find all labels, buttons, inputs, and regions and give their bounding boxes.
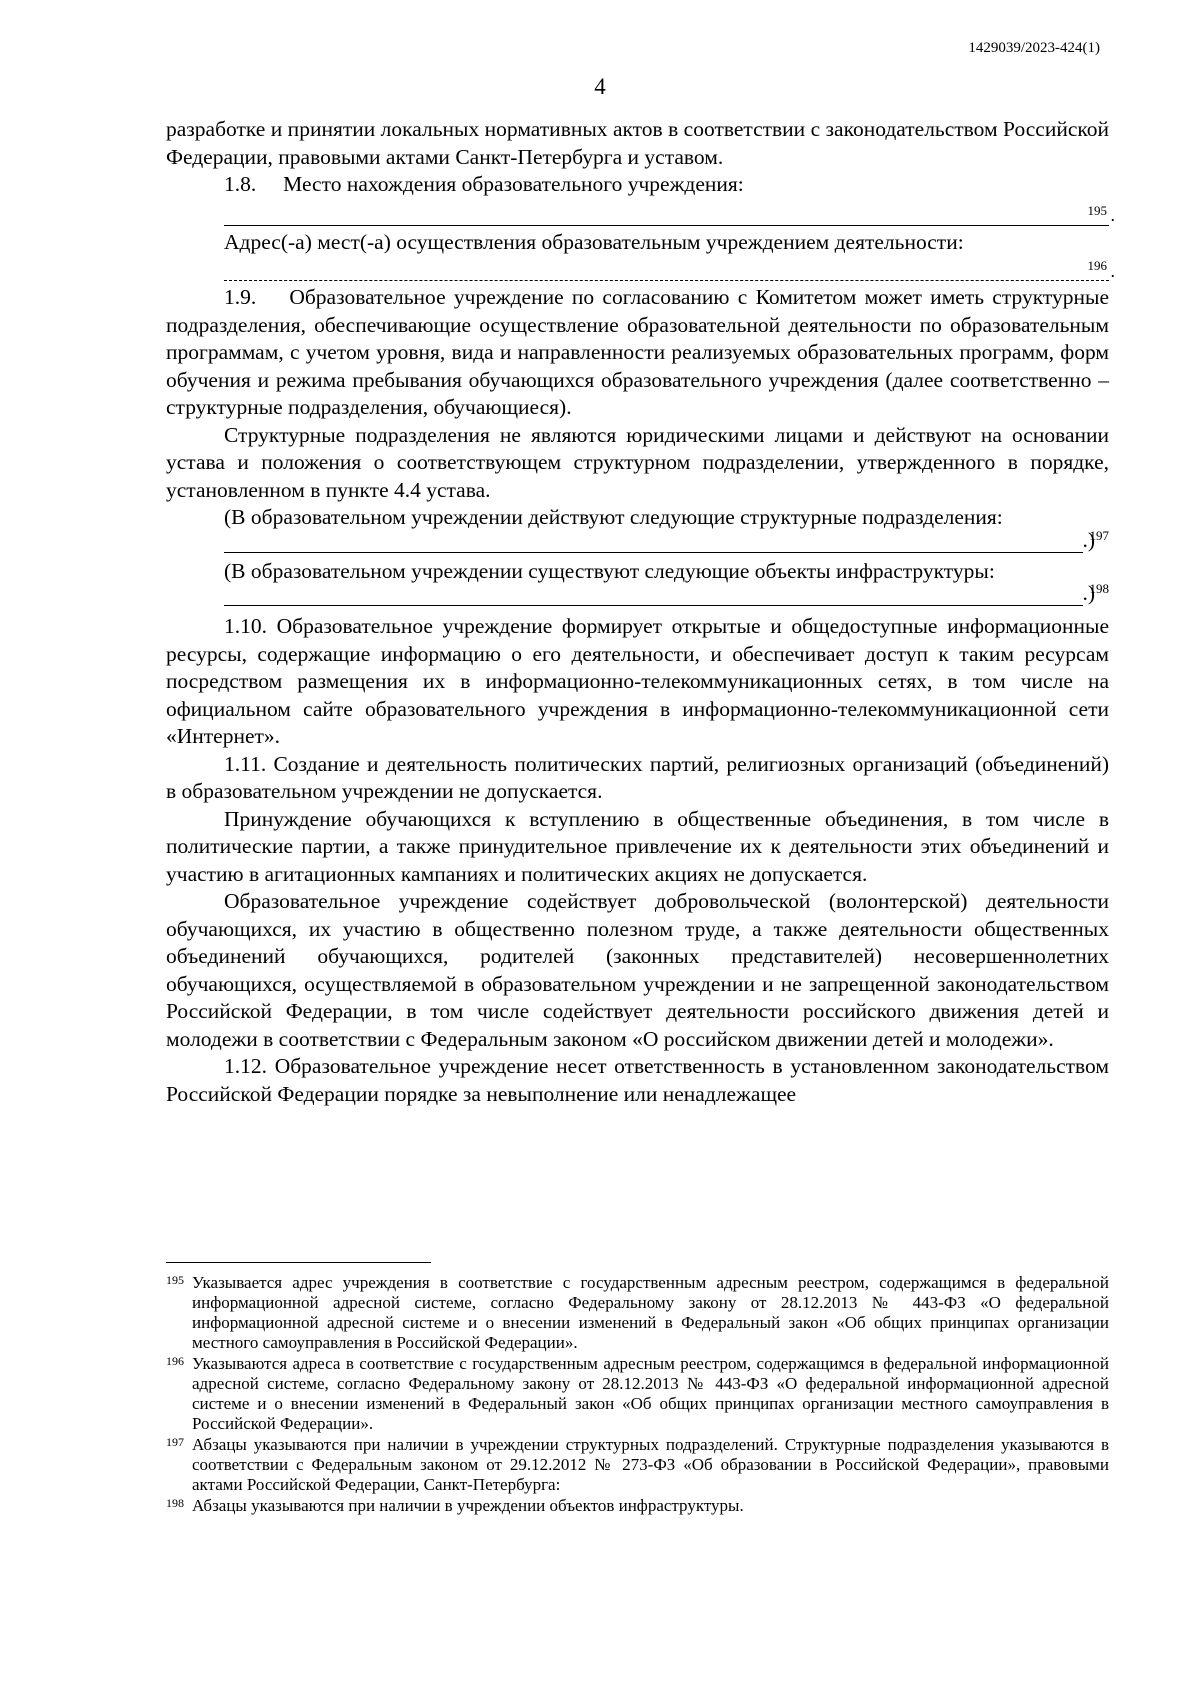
- document-id: 1429039/2023-424(1): [968, 40, 1100, 56]
- paragraph-1-9-subdivisions: (В образовательном учреждении действуют следующие структурные подразделения:: [224, 505, 1003, 529]
- footnote-ref-197: 197: [1089, 527, 1109, 543]
- paragraph-1-10: 1.10. Образовательное учреждение формирует открытые и общедоступные информационные ресурсы, содержащие информацию о его деятельности, и обеспечивает доступ к таким ресурсам посредством размещения их в информационно-телекоммуникационных сетях, в том числе на официальном сайте образовательного учреждения в информационно-телекоммуникационной сети «Интернет».: [166, 614, 1109, 748]
- footnote-198: [166, 1496, 1109, 1516]
- footnote-197: [166, 1435, 1109, 1495]
- footnote-number: 197: [166, 1435, 184, 1449]
- blank-line-198-row: [166, 581, 1109, 613]
- footnote-number: 195: [166, 1273, 184, 1287]
- blank-line-195-row: [166, 199, 1115, 229]
- blank-line-196-row: [166, 256, 1115, 284]
- blank-infrastructure-line: [224, 585, 1083, 606]
- footnote-number: 198: [166, 1496, 184, 1510]
- blank-line-197-row: [166, 527, 1109, 558]
- blank-address-line: .: [224, 203, 1109, 226]
- closing-paren-197: .): [1082, 527, 1095, 552]
- paragraph-1-8-address: Адрес(-а) мест(-а) осуществления образовательным учреждением деятельности:: [224, 229, 964, 254]
- document-body: [166, 116, 1115, 1108]
- paragraph-1-11-coercion: Принуждение обучающихся к вступлению в общественные объединения, в том числе в политические партии, а также принудительное привлечение их к деятельности этих объединений и участию в агитационных кампаниях и политических акциях не допускается.: [166, 806, 1109, 886]
- paragraph-1-8: 1.8. Место нахождения образовательного учреждения:: [224, 172, 744, 196]
- page-number: 4: [594, 74, 606, 99]
- blank-activity-address-line: .: [224, 258, 1109, 281]
- footnote-195: [166, 1273, 1109, 1353]
- paragraph-1-9-infrastructure: (В образовательном учреждении существуют следующие объекты инфраструктуры:: [224, 558, 995, 583]
- blank-subdivisions-line: [224, 532, 1083, 553]
- paragraph-1-11: 1.11. Создание и деятельность политических партий, религиозных организаций (объединений) в образовательном учреждении не допускается.: [166, 751, 1109, 803]
- footnote-number: 196: [166, 1354, 184, 1368]
- footnote-text: Абзацы указываются при наличии в учреждении объектов инфраструктуры.: [192, 1496, 744, 1515]
- paragraph-continuation: разработке и принятии локальных нормативных актов в соответствии с законодательством Российской Федерации, правовыми актами Санкт-Петербурга и уставом.: [166, 117, 1109, 169]
- footnote-ref-196: 196: [1087, 258, 1107, 273]
- footnote-text: Указывается адрес учреждения в соответствие с государственным адресным реестром, содержащимся в федеральной информационной адресной системе, согласно Федеральному закону от 28.12.2013 № 443-ФЗ «О федеральной информационной адресной системе и о внесении изменений в Федеральный закон «Об общих принципах организации местного самоуправления в Российской Федерации».: [192, 1273, 1109, 1352]
- footnote-ref-198: 198: [1089, 581, 1109, 596]
- paragraph-1-12: 1.12. Образовательное учреждение несет ответственность в установленном законодательством Российской Федерации порядке за невыполнение или ненадлежащее: [166, 1054, 1109, 1106]
- closing-paren-198: .): [1082, 581, 1095, 605]
- paragraph-1-9-structural: Структурные подразделения не являются юридическими лицами и действуют на основании устава и положения о соответствующем структурном подразделении, утвержденного в порядке, установленном в пункте 4.4 устава.: [166, 422, 1109, 502]
- footnote-text: Абзацы указываются при наличии в учреждении структурных подразделений. Структурные подразделения указываются в соответствии с Федеральным законом от 29.12.2012 № 273-ФЗ «Об образовании в Российской Федерации», правовыми актами Российской Федерации, Санкт-Петербурга:: [192, 1435, 1109, 1494]
- footnote-196: [166, 1354, 1109, 1434]
- footnotes: [166, 1262, 1109, 1517]
- paragraph-1-11-volunteer: Образовательное учреждение содействует добровольческой (волонтерской) деятельности обучающихся, их участию в общественно полезном труде, а также деятельности общественных объединений обучающихся, родителей (законных представителей) несовершеннолетних обучающихся, осуществляемой в образовательном учреждении и не запрещенной законодательством Российской Федерации, в том числе содействует деятельности российского движения детей и молодежи в соответствии с Федеральным законом «О российском движении детей и молодежи».: [166, 889, 1109, 1051]
- footnote-separator: [166, 1262, 431, 1263]
- paragraph-1-9: 1.9. Образовательное учреждение по согласованию с Комитетом может иметь структурные подразделения, обеспечивающие осуществление образовательной деятельности по образовательным программам, с учетом уровня, вида и направленности реализуемых образовательных программ, форм обучения и режима пребывания обучающихся образовательного учреждения (далее соответственно – структурные подразделения, обучающиеся).: [166, 285, 1109, 419]
- footnote-ref-195: 195: [1087, 202, 1107, 218]
- footnote-text: Указываются адреса в соответствие с государственным адресным реестром, содержащимся в федеральной информационной адресной системе, согласно Федеральному закону от 28.12.2013 № 443-ФЗ «О федеральной информационной адресной системе и о внесении изменений в Федеральный закон «Об общих принципах организации местного самоуправления в Российской Федерации».: [192, 1354, 1109, 1433]
